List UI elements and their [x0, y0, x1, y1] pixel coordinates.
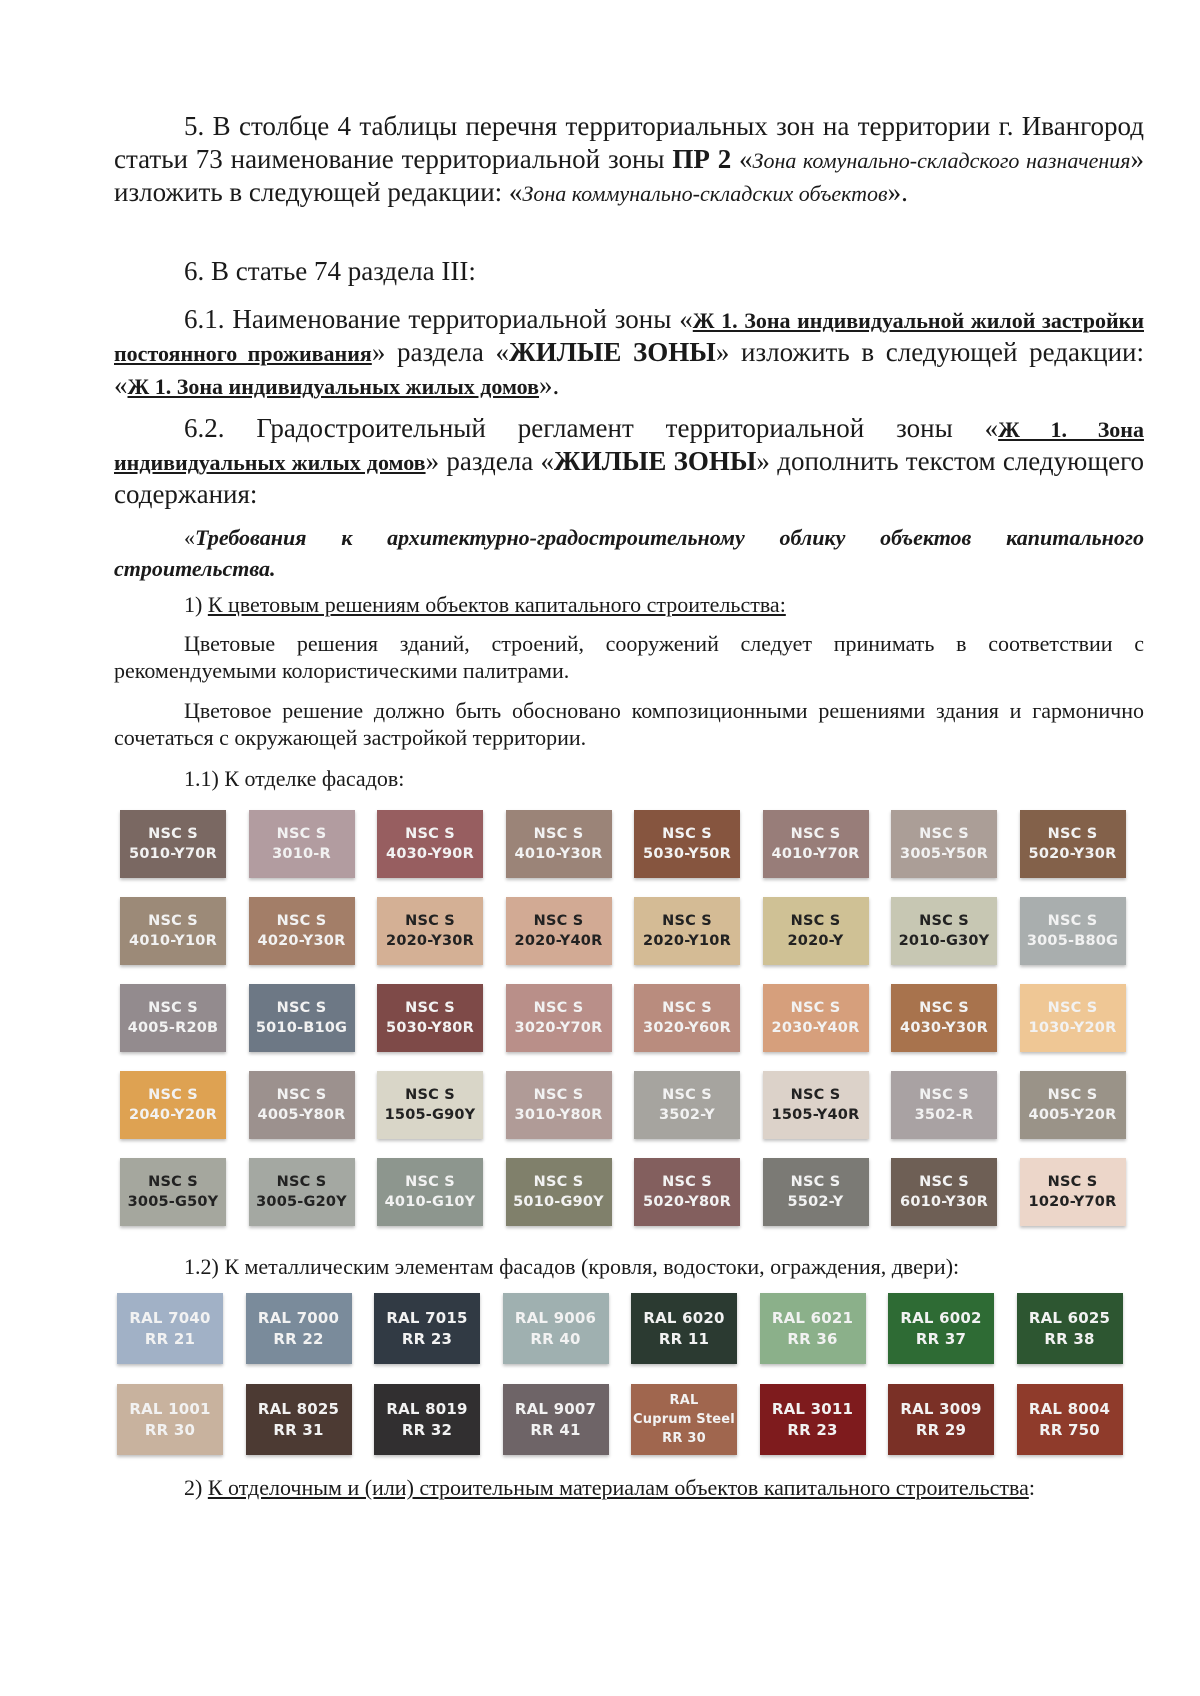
nsc-code-line: NSC S: [405, 1087, 455, 1103]
item-6-1: [114, 303, 1144, 402]
item-6-2-mid1: » раздела «: [425, 446, 554, 476]
nsc-swatch: [634, 897, 740, 965]
nsc-code-line: 6010-Y30R: [900, 1194, 988, 1210]
ral-swatch: [374, 1293, 480, 1364]
nsc-code-line: 4005-R20B: [127, 1020, 219, 1036]
ral-code-line: RAL 7040: [129, 1308, 211, 1327]
nsc-code-line: NSC S: [533, 1087, 584, 1103]
nsc-code-line: NSC S: [533, 826, 584, 842]
sub-1-heading: [114, 590, 1144, 620]
nsc-code-line: 5020-Y80R: [643, 1194, 731, 1210]
ral-code-line: RAL 9007: [514, 1399, 597, 1418]
nsc-swatch: [1020, 897, 1126, 965]
nsc-code-line: 4030-Y30R: [900, 1020, 988, 1036]
nsc-code-line: 1505-Y40R: [771, 1107, 860, 1123]
nsc-code-line: 1030-Y20R: [1028, 1020, 1117, 1036]
nsc-code-line: 3502-Y: [659, 1107, 715, 1123]
ral-code-line: RAL 6020: [643, 1308, 725, 1327]
ral-code-line: RAL 3009: [900, 1399, 982, 1418]
ral-code-line: RAL 9006: [514, 1308, 597, 1327]
nsc-code-line: NSC S: [276, 1087, 327, 1103]
nsc-code-line: 3010-Y80R: [514, 1107, 603, 1123]
nsc-code-line: NSC S: [1047, 1000, 1098, 1016]
ral-code-line: RAL 1001: [129, 1399, 211, 1418]
ral-code-line: RR 30: [144, 1420, 196, 1439]
item-6-1-end: ».: [539, 370, 560, 400]
nsc-code-line: 4005-Y80R: [257, 1107, 346, 1123]
nsc-swatch: [120, 1158, 226, 1226]
nsc-swatch: [120, 897, 226, 965]
nsc-code-line: NSC S: [276, 1000, 327, 1016]
ral-code-line: RR 21: [144, 1329, 196, 1348]
nsc-code-line: NSC S: [790, 1087, 841, 1103]
ral-code-line: Cuprum Steel: [633, 1412, 735, 1427]
nsc-code-line: NSC S: [1047, 1087, 1098, 1103]
nsc-code-line: 3502-R: [914, 1107, 974, 1123]
requirements-heading: [114, 522, 1144, 584]
nsc-swatch: [891, 1071, 997, 1139]
ral-swatch: [503, 1293, 609, 1364]
nsc-code-line: 2030-Y40R: [771, 1020, 860, 1036]
item-5-end: ».: [887, 177, 908, 207]
nsc-code-line: NSC S: [662, 826, 712, 842]
item-5: [114, 110, 1144, 209]
nsc-code-line: 3020-Y70R: [514, 1020, 603, 1036]
requirements-block: [114, 522, 1144, 584]
item-6-2-lead: 6.2. Градостроительный регламент территориальной зоны «: [184, 413, 999, 443]
ral-code-line: RAL 6002: [900, 1308, 982, 1327]
ral-code-line: RR 22: [273, 1329, 324, 1348]
nsc-swatch: [763, 810, 869, 878]
requirements-quote: «: [184, 525, 195, 550]
item-6-1-mid1: » раздела «: [371, 337, 510, 367]
nsc-code-line: 4010-Y10R: [129, 933, 217, 949]
nsc-code-line: NSC S: [662, 1000, 712, 1016]
nsc-swatch: [377, 897, 483, 965]
ral-swatch: [246, 1384, 352, 1455]
ral-code-line: RR 11: [658, 1329, 710, 1348]
nsc-code-line: 5010-B10G: [255, 1020, 348, 1036]
ral-code-line: RR 36: [787, 1329, 838, 1348]
item-6: [114, 255, 1144, 288]
nsc-code-line: NSC S: [148, 1174, 198, 1190]
zone-code: ПР 2: [672, 144, 732, 174]
nsc-swatch: [506, 810, 612, 878]
nsc-swatch: [377, 984, 483, 1052]
nsc-swatch: [120, 1071, 226, 1139]
nsc-swatch: [891, 1158, 997, 1226]
nsc-code-line: 5030-Y50R: [643, 846, 731, 862]
ral-code-line: RR 23: [787, 1420, 838, 1439]
nsc-swatch: [249, 984, 355, 1052]
ral-code-line: RR 750: [1039, 1420, 1100, 1439]
nsc-code-line: 3005-G50Y: [127, 1194, 219, 1210]
sub-1-para-2: [114, 697, 1144, 751]
ral-code-line: RR 23: [401, 1329, 453, 1348]
item-6-2-tail: » дополнить текстом следующего содержания:: [114, 446, 1145, 509]
nsc-swatch: [249, 897, 355, 965]
item-6-2: [114, 412, 1144, 511]
nsc-code-line: 3005-B80G: [1026, 933, 1119, 949]
nsc-code-line: 3005-Y50R: [900, 846, 988, 862]
nsc-swatch: [120, 810, 226, 878]
nsc-code-line: NSC S: [405, 1174, 455, 1190]
nsc-swatch: [763, 984, 869, 1052]
nsc-code-line: NSC S: [919, 913, 969, 929]
nsc-swatch: [249, 1071, 355, 1139]
nsc-code-line: 5502-Y: [787, 1194, 844, 1210]
ral-code-line: RAL 8004: [1028, 1399, 1111, 1418]
ral-swatch: [888, 1384, 994, 1455]
item-6-1-section: ЖИЛЫЕ ЗОНЫ: [509, 337, 716, 367]
nsc-swatch: [506, 1158, 612, 1226]
ral-swatch: [117, 1384, 223, 1455]
nsc-code-line: 4005-Y20R: [1028, 1107, 1117, 1123]
nsc-code-line: NSC S: [790, 826, 841, 842]
nsc-code-line: NSC S: [405, 826, 455, 842]
nsc-swatch: [1020, 984, 1126, 1052]
ral-code-line: RAL 6025: [1028, 1308, 1111, 1327]
metal-label-block: [114, 1252, 1144, 1282]
nsc-swatch: [1020, 1158, 1126, 1226]
ral-swatch: [246, 1293, 352, 1364]
nsc-code-line: NSC S: [276, 1174, 327, 1190]
nsc-code-line: 2010-G30Y: [898, 933, 990, 949]
ral-code-line: RAL 6021: [771, 1308, 854, 1327]
nsc-code-line: 2020-Y: [787, 933, 844, 949]
nsc-code-line: 1505-G90Y: [384, 1107, 476, 1123]
sub-1-line: [114, 590, 1144, 620]
ral-code-line: RAL 3011: [771, 1399, 854, 1418]
ral-code-line: RR 37: [915, 1329, 967, 1348]
item-6-1-mid2: » изложить в следующей редакции: «: [114, 337, 1144, 400]
ral-swatch: [631, 1384, 737, 1455]
item-5-mid: » изложить в следующей редакции: «: [114, 144, 1144, 207]
nsc-code-line: 4030-Y90R: [386, 846, 474, 862]
item-6-1-paragraph: [114, 303, 1144, 402]
nsc-swatch: [377, 1158, 483, 1226]
nsc-code-line: NSC S: [148, 913, 198, 929]
nsc-code-line: NSC S: [533, 1174, 584, 1190]
nsc-swatch: [891, 810, 997, 878]
composition-note: Цветовое решение должно быть обосновано композиционными решениями здания и гармонично сочетаться с окружающей застройкой территории.: [114, 698, 1144, 750]
nsc-swatch: [634, 984, 740, 1052]
metal-elements-label: 1.2) К металлическим элементам фасадов (кровля, водостоки, ограждения, двери):: [184, 1254, 960, 1279]
sub-2-colon: :: [1028, 1475, 1035, 1500]
new-zone-name: Зона коммунально-складских объектов: [522, 181, 888, 206]
nsc-code-line: 4010-G10Y: [384, 1194, 476, 1210]
ral-swatch: [1017, 1293, 1123, 1364]
item-6-2-zone: Ж 1. Зона индивидуальных жилых домов: [114, 417, 1144, 475]
nsc-code-line: 5010-G90Y: [513, 1194, 604, 1210]
nsc-swatch: [763, 1158, 869, 1226]
nsc-code-line: NSC S: [919, 1087, 969, 1103]
ral-swatch: [760, 1293, 866, 1364]
nsc-swatch: [891, 897, 997, 965]
ral-code-line: RR 40: [530, 1329, 581, 1348]
nsc-code-line: NSC S: [919, 1174, 969, 1190]
item-6-2-section: ЖИЛЫЕ ЗОНЫ: [554, 446, 757, 476]
ral-code-line: RR 30: [662, 1431, 706, 1446]
nsc-swatch: [763, 1071, 869, 1139]
item-6-2-paragraph: [114, 412, 1144, 511]
nsc-swatch: [1020, 810, 1126, 878]
nsc-swatch: [249, 1158, 355, 1226]
nsc-code-line: NSC S: [1047, 913, 1098, 929]
ral-swatch: [760, 1384, 866, 1455]
sub-2: [114, 1473, 1144, 1502]
sub-2-paragraph: [114, 1473, 1144, 1502]
nsc-code-line: NSC S: [148, 826, 198, 842]
nsc-swatch: [891, 984, 997, 1052]
ral-code-line: RAL: [669, 1393, 699, 1408]
nsc-code-line: NSC S: [533, 913, 584, 929]
nsc-code-line: 4010-Y70R: [771, 846, 860, 862]
ral-code-line: RAL 8019: [386, 1399, 468, 1418]
item-5-paragraph: [114, 110, 1144, 209]
quote-open: «: [731, 144, 753, 174]
nsc-code-line: 4020-Y30R: [257, 933, 346, 949]
ral-code-line: RR 31: [273, 1420, 324, 1439]
nsc-code-line: NSC S: [405, 913, 455, 929]
nsc-code-line: 2020-Y10R: [643, 933, 731, 949]
nsc-swatch: [763, 897, 869, 965]
ral-swatch: [631, 1293, 737, 1364]
nsc-code-line: 3020-Y60R: [643, 1020, 731, 1036]
ral-swatch: [1017, 1384, 1123, 1455]
nsc-code-line: NSC S: [790, 1174, 841, 1190]
nsc-code-line: NSC S: [276, 913, 327, 929]
ral-code-line: RR 38: [1044, 1329, 1095, 1348]
nsc-code-line: NSC S: [1047, 826, 1098, 842]
sub-2-title: К отделочным и (или) строительным материалам объектов капитального строительства: [207, 1475, 1029, 1500]
requirements-title: Требования к архитектурно-градостроительному облику объектов капитального строительства.: [114, 525, 1144, 581]
nsc-code-line: NSC S: [662, 1087, 712, 1103]
nsc-code-line: 2040-Y20R: [129, 1107, 217, 1123]
ral-swatch: [117, 1293, 223, 1364]
nsc-code-line: 2020-Y30R: [386, 933, 474, 949]
color-palette-note: Цветовые решения зданий, строений, сооружений следует принимать в соответствии с рекомендуемыми колористическими палитрами.: [114, 631, 1144, 683]
nsc-code-line: 3010-R: [272, 846, 331, 862]
sub-1-para-1: [114, 630, 1144, 684]
nsc-code-line: 2020-Y40R: [514, 933, 603, 949]
nsc-code-line: NSC S: [919, 1000, 969, 1016]
item-6-1-zone: Ж 1. Зона индивидуальной жилой застройки постоянного проживания: [114, 308, 1144, 366]
nsc-swatch: [377, 810, 483, 878]
nsc-swatch: [506, 984, 612, 1052]
ral-code-line: RR 41: [530, 1420, 581, 1439]
nsc-swatch: [634, 1158, 740, 1226]
nsc-code-line: NSC S: [919, 826, 969, 842]
nsc-swatch: [249, 810, 355, 878]
nsc-code-line: 4010-Y30R: [514, 846, 603, 862]
item-6-1-lead: 6.1. Наименование территориальной зоны «: [184, 304, 693, 334]
nsc-code-line: NSC S: [662, 913, 712, 929]
ral-swatch: [503, 1384, 609, 1455]
sub-1-title: К цветовым решениям объектов капитального строительства:: [207, 592, 786, 617]
item-6-1-new-zone: Ж 1. Зона индивидуальных жилых домов: [127, 374, 540, 399]
ral-code-line: RR 32: [401, 1420, 453, 1439]
nsc-swatch: [634, 1071, 740, 1139]
ral-swatch: [888, 1293, 994, 1364]
nsc-code-line: NSC S: [148, 1087, 198, 1103]
nsc-code-line: NSC S: [1047, 1174, 1098, 1190]
facades-label: 1.1) К отделке фасадов:: [184, 766, 405, 791]
nsc-swatch: [1020, 1071, 1126, 1139]
item-6-text: 6. В статье 74 раздела III:: [184, 256, 476, 286]
nsc-code-line: 1020-Y70R: [1028, 1194, 1117, 1210]
nsc-swatch: [377, 1071, 483, 1139]
nsc-code-line: 5020-Y30R: [1028, 846, 1117, 862]
nsc-swatch: [634, 810, 740, 878]
nsc-swatch: [506, 897, 612, 965]
nsc-code-line: NSC S: [662, 1174, 712, 1190]
ral-code-line: RR 29: [915, 1420, 967, 1439]
sub-1-number: 1): [184, 592, 208, 617]
nsc-code-line: NSC S: [405, 1000, 455, 1016]
nsc-code-line: 5010-Y70R: [129, 846, 217, 862]
nsc-code-line: NSC S: [148, 1000, 198, 1016]
nsc-code-line: NSC S: [790, 1000, 841, 1016]
nsc-swatch: [120, 984, 226, 1052]
ral-swatch: [374, 1384, 480, 1455]
ral-code-line: RAL 8025: [257, 1399, 340, 1418]
item-5-lead: 5. В столбце 4 таблицы перечня территориальных зон на территории г. Ивангород статьи 73 наименование территориальной зоны: [114, 111, 1144, 174]
nsc-code-line: NSC S: [533, 1000, 584, 1016]
sub-2-number: 2): [184, 1475, 208, 1500]
nsc-code-line: NSC S: [276, 826, 327, 842]
old-zone-name: Зона комунально-складского назначения: [752, 148, 1131, 173]
nsc-code-line: 5030-Y80R: [386, 1020, 474, 1036]
nsc-code-line: 3005-G20Y: [256, 1194, 347, 1210]
facades-label-block: [114, 764, 1144, 794]
nsc-swatch: [506, 1071, 612, 1139]
ral-code-line: RAL 7015: [386, 1308, 468, 1327]
ral-code-line: RAL 7000: [257, 1308, 340, 1327]
nsc-code-line: NSC S: [790, 913, 841, 929]
